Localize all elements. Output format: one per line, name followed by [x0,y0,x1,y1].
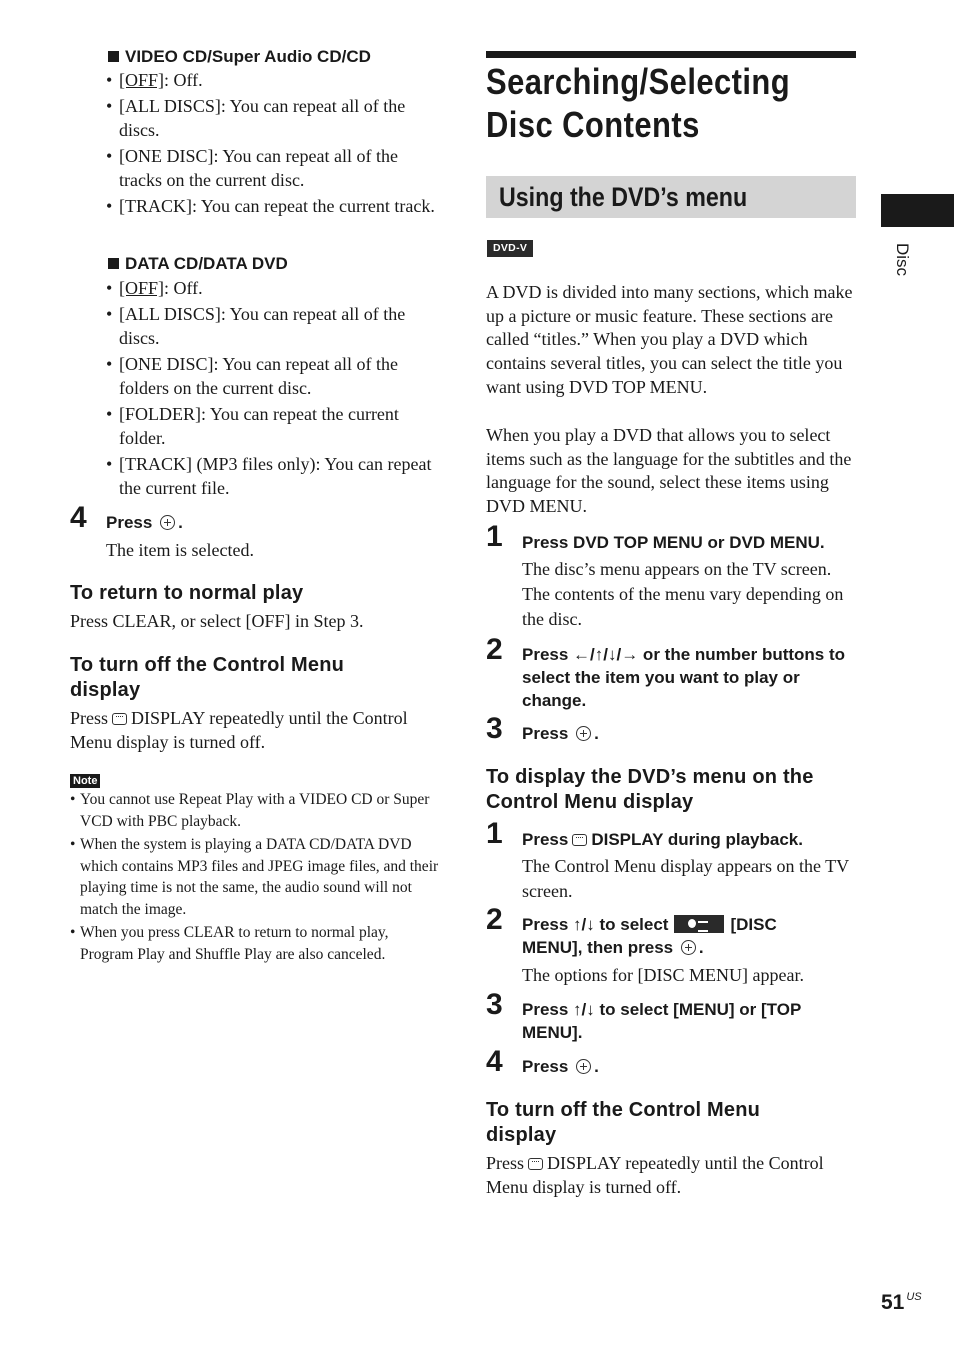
intro-paragraph: A DVD is divided into many sections, which make up a picture or music feature. These sections are called “titles.” When you play a DVD which contains several titles, you can select the title you want using DVD TOP MENU. [486,282,853,397]
section-title-bar [486,176,856,218]
step-instruction: Press ←/↑/↓/→ or the number buttons to select the item you want to play or change. [522,645,846,710]
display-button-icon [572,834,587,846]
step-instruction: Press ↑/↓ to select [DISC MENU], then press . [522,915,777,957]
step-number: 4 [486,1045,503,1078]
option-item [70,68,442,92]
turnoff-heading: To turn off the Control Menu display [70,654,345,701]
display-button-icon [528,1158,543,1170]
option-item [70,94,442,142]
option-text: [TRACK]: You can repeat the current track. [119,196,435,216]
step-description: The options for [DISC MENU] appear. [522,965,804,985]
option-key: [OFF] [119,278,165,298]
step-instruction: Press DVD TOP MENU or DVD MENU. [522,533,825,552]
note-item: • When you press CLEAR to return to normal play, Program Play and Shuffle Play are also canceled. [70,922,442,965]
step-number: 3 [486,712,503,745]
option-text: [ONE DISC]: You can repeat all of the folders on the current disc. [119,354,398,398]
step-number: 1 [486,817,503,850]
square-bullet-icon [108,51,119,62]
step-number: 2 [486,633,503,666]
option-text: [ALL DISCS]: You can repeat all of the discs. [119,304,406,348]
option-item [70,402,442,450]
notes-list [70,789,442,967]
enter-button-icon [681,940,696,955]
square-bullet-icon [108,258,119,269]
video-cd-heading: VIDEO CD/Super Audio CD/CD [108,47,371,67]
note-item: • You cannot use Repeat Play with a VIDEO CD or Super VCD with PBC playback. [70,789,442,832]
step-description: The Control Menu display appears on the TV screen. [522,856,849,901]
intro-paragraph-2: When you play a DVD that allows you to select items such as the language for the subtitles and the language for the sound, select these items using DVD MENU. [486,425,852,517]
page-title: Searching/Selecting Disc Contents [486,61,791,145]
option-item [70,452,442,500]
step-instruction: Press . [522,724,599,743]
option-key: [OFF] [119,70,165,90]
step-description: The item is selected. [106,540,254,560]
option-item [70,276,442,300]
enter-button-icon [576,1059,591,1074]
option-text: [FOLDER]: You can repeat the current folder. [119,404,399,448]
section-title: Using the DVD’s menu [499,182,748,212]
option-text: : Off. [164,278,203,298]
option-text: [ALL DISCS]: You can repeat all of the discs. [119,96,406,140]
step-instruction: Press DISPLAY during playback. [522,830,803,849]
display-button-icon [112,713,127,725]
page-number: 51 $^{US}$ [881,1291,922,1314]
step-instruction: Press . [522,1057,599,1076]
note-item: • When the system is playing a DATA CD/DATA DVD which contains MP3 files and JPEG image files, and their playing time is not the same, the audio sound will not match the image. [70,834,442,920]
return-heading: To return to normal play [70,582,304,604]
step-number: 3 [486,988,503,1021]
step-instruction: Press . [106,513,183,532]
step-number: 4 [70,501,87,534]
turnoff-text: Press DISPLAY repeatedly until the Control Menu display is turned off. [486,1153,824,1197]
title-rule [486,51,856,58]
video-cd-options [70,68,442,220]
step-number: 1 [486,520,503,553]
option-text: [TRACK] (MP3 files only): You can repeat the current file. [119,454,432,498]
enter-button-icon [160,515,175,530]
step-number: 2 [486,903,503,936]
option-text: : Off. [164,70,203,90]
dvd-v-badge: DVD-V [487,240,533,257]
data-cd-options [70,276,442,502]
note-label: Note [70,771,100,789]
control-menu-heading: To display the DVD’s menu on the Control Menu display [486,766,814,813]
side-tab-label: Disc [893,243,912,277]
step-instruction: Press ↑/↓ to select [MENU] or [TOP MENU]. [522,1000,801,1042]
option-item [70,352,442,400]
option-item [70,144,442,192]
option-item [70,302,442,350]
option-text: [ONE DISC]: You can repeat all of the tracks on the current disc. [119,146,398,190]
step-description: The disc’s menu appears on the TV screen. The contents of the menu vary depending on the disc. [522,559,844,629]
turnoff-text: Press DISPLAY repeatedly until the Control Menu display is turned off. [70,708,408,752]
enter-button-icon [576,726,591,741]
disc-menu-icon [674,915,724,933]
option-item [70,194,442,218]
turnoff-heading: To turn off the Control Menu display [486,1099,761,1146]
side-tab-marker [881,194,954,227]
data-cd-heading: DATA CD/DATA DVD [108,254,288,274]
return-text: Press CLEAR, or select [OFF] in Step 3. [70,611,364,631]
